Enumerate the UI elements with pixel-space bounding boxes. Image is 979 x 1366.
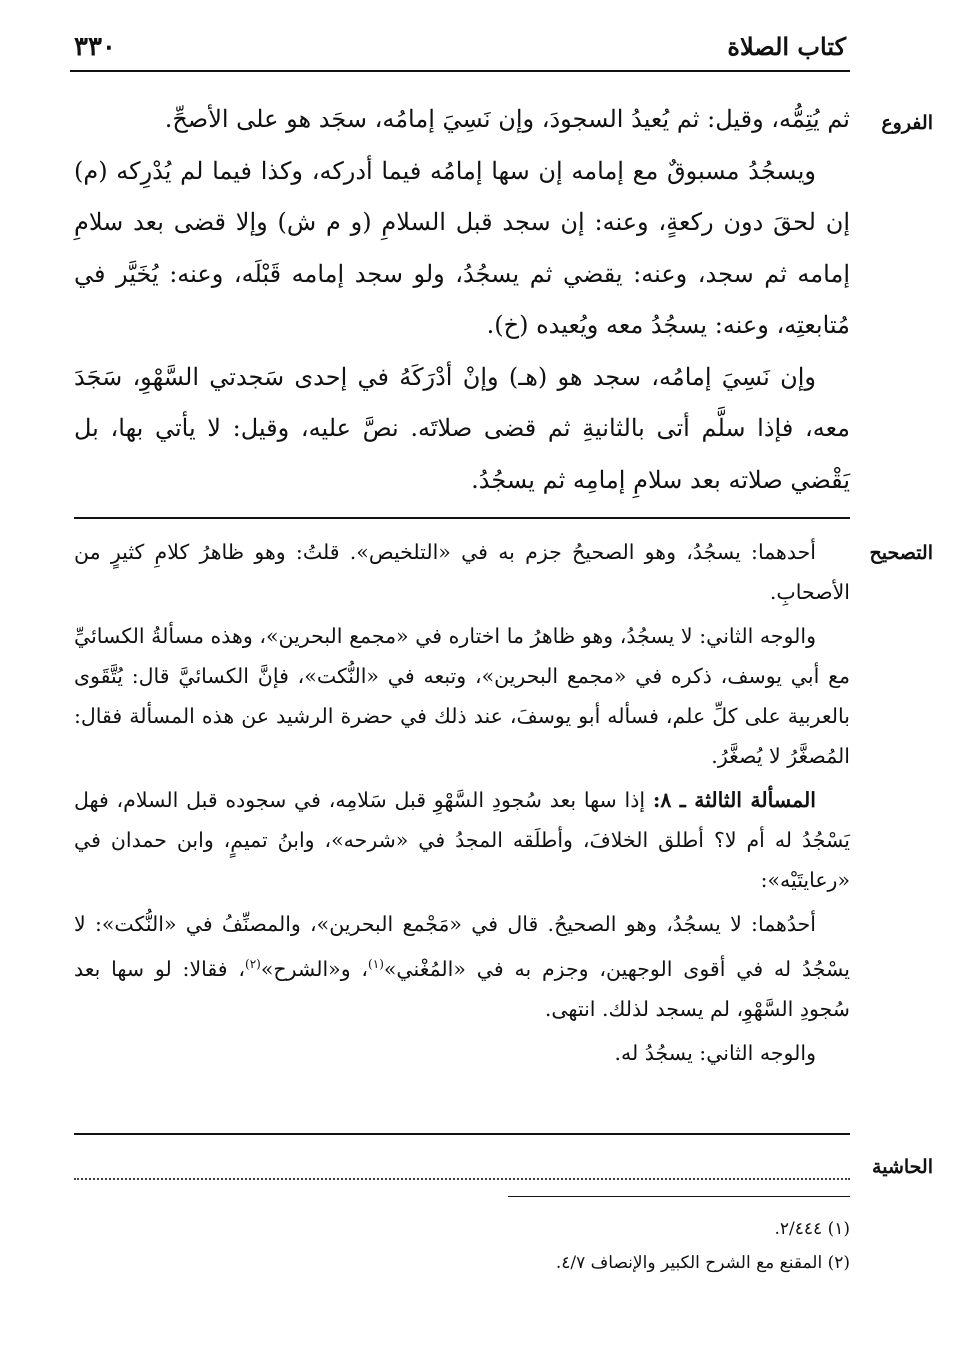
section-divider-2 (74, 1133, 850, 1135)
tashih-text (74, 532, 850, 1077)
footnote-1: (١) ٢/٤٤٤. (774, 1219, 850, 1239)
issue-text: إذا سها بعد سُجودِ السَّهْوِ قبل سَلامِه، في سجوده قبل السلام، فهل يَسْجُدُ له أم لا؟ أطلق الخلافَ، وأطلَقه المجدُ في «شرحه»، وابنُ تميمٍ، وابن حمدان في «رعايتَيْه»: (74, 788, 850, 892)
footnote-2: (٢) المقنع مع الشرح الكبير والإنصاف ٤/٧. (555, 1253, 850, 1273)
tashih-paragraph-4-part-a: أحدُهما: لا يسجُدُ، وهو الصحيحُ. قال في «مَجْمع البحرين»، والمصنِّفُ في «النُّكت»: لا يسْجُدُ له في أقوى الوجهين، وجزم به في «المُغْني» (74, 912, 850, 981)
header-rule (70, 70, 850, 72)
tashih-paragraph-4-part-c: ، فقالا: لو سها بعد سُجودِ السَّهْوِ، لم يسجد لذلك. انتهى. (74, 956, 850, 1021)
issue-heading: المسألة الثالثة ـ ٨: (652, 788, 816, 812)
tashih-paragraph-4-part-b: ، و«الشرح» (260, 956, 369, 981)
footnotes (74, 1212, 850, 1280)
running-title: كتاب الصلاة (727, 32, 846, 61)
section-divider-1 (74, 517, 850, 519)
tashih-paragraph-3 (74, 780, 850, 900)
furu-label: الفروع (881, 112, 933, 134)
hashia-label: الحاشية (872, 1156, 933, 1178)
footnote-ref-2[interactable]: (٢) (245, 957, 261, 971)
furu-paragraph-1: ثم يُتِمُّه، وقيل: ثم يُعيدُ السجودَ، وإن نَسِيَ إمامُه، سجَد هو على الأصحِّ. (164, 105, 850, 133)
tashih-paragraph-2: والوجه الثاني: لا يسجُدُ، وهو ظاهرُ ما اختاره في «مجمع البحرين»، وهذه مسألةُ الكسائيِّ مع أبي يوسف، ذكره في «مجمع البحرين»، وتبعه في «النُّكت»، فإنَّ الكسائيَّ قال: يُتَّقَوى بالعربية على كلِّ علم، فسأله أبو يوسفَ، عند ذلك في حضرة الرشيد عن هذه المسألة فقال: المُصغَّرُ لا يُصغَّرُ. (74, 624, 850, 768)
page-header (70, 26, 850, 72)
furu-paragraph-2: ويسجُدُ مسبوقٌ مع إمامه إن سها إمامُه فيما أدركه، وكذا فيما لم يُدْرِكه (م) إن لحقَ دون ركعةٍ، وعنه: إن سجد قبل السلامِ (و م ش) وإلا قضى بعد سلامِ إمامه ثم سجد، وعنه: يقضي ثم يسجُدُ، ولو سجد إمامه قَبْلَه، وعنه: يُخَيَّر في مُتابعتِه، وعنه: يسجُدُ معه ويُعيده (خ). (74, 156, 850, 339)
furu-text (74, 94, 850, 506)
tashih-paragraph-4 (74, 904, 850, 1029)
tashih-paragraph-5: والوجه الثاني: يسجُدُ له. (614, 1040, 816, 1065)
tashih-label: التصحيح (869, 542, 933, 564)
footnote-ref-1[interactable]: (١) (368, 957, 384, 971)
furu-paragraph-3: وإن نَسِيَ إمامُه، سجد هو (هـ) وإنْ أدْرَكَهُ في إحدى سَجدتي السَّهْوِ، سَجَدَ معه، فإذا سلَّم أتى بالثانيةِ ثم قضى صلاتَه. نصَّ عليه، وقيل: لا يأتي بها، بل يَقْضي صلاته بعد سلامِ إمامِه ثم يسجُدُ. (74, 362, 851, 494)
tashih-paragraph-1: أحدهما: يسجُدُ، وهو الصحيحُ جزم به في «التلخيص». قلتُ: وهو ظاهرُ كلامِ كثيرٍ من الأصحابِ. (74, 540, 850, 604)
hashia-dotted-line (74, 1178, 850, 1180)
footnote-rule (508, 1196, 850, 1197)
page-number: ٣٣٠ (74, 32, 116, 62)
